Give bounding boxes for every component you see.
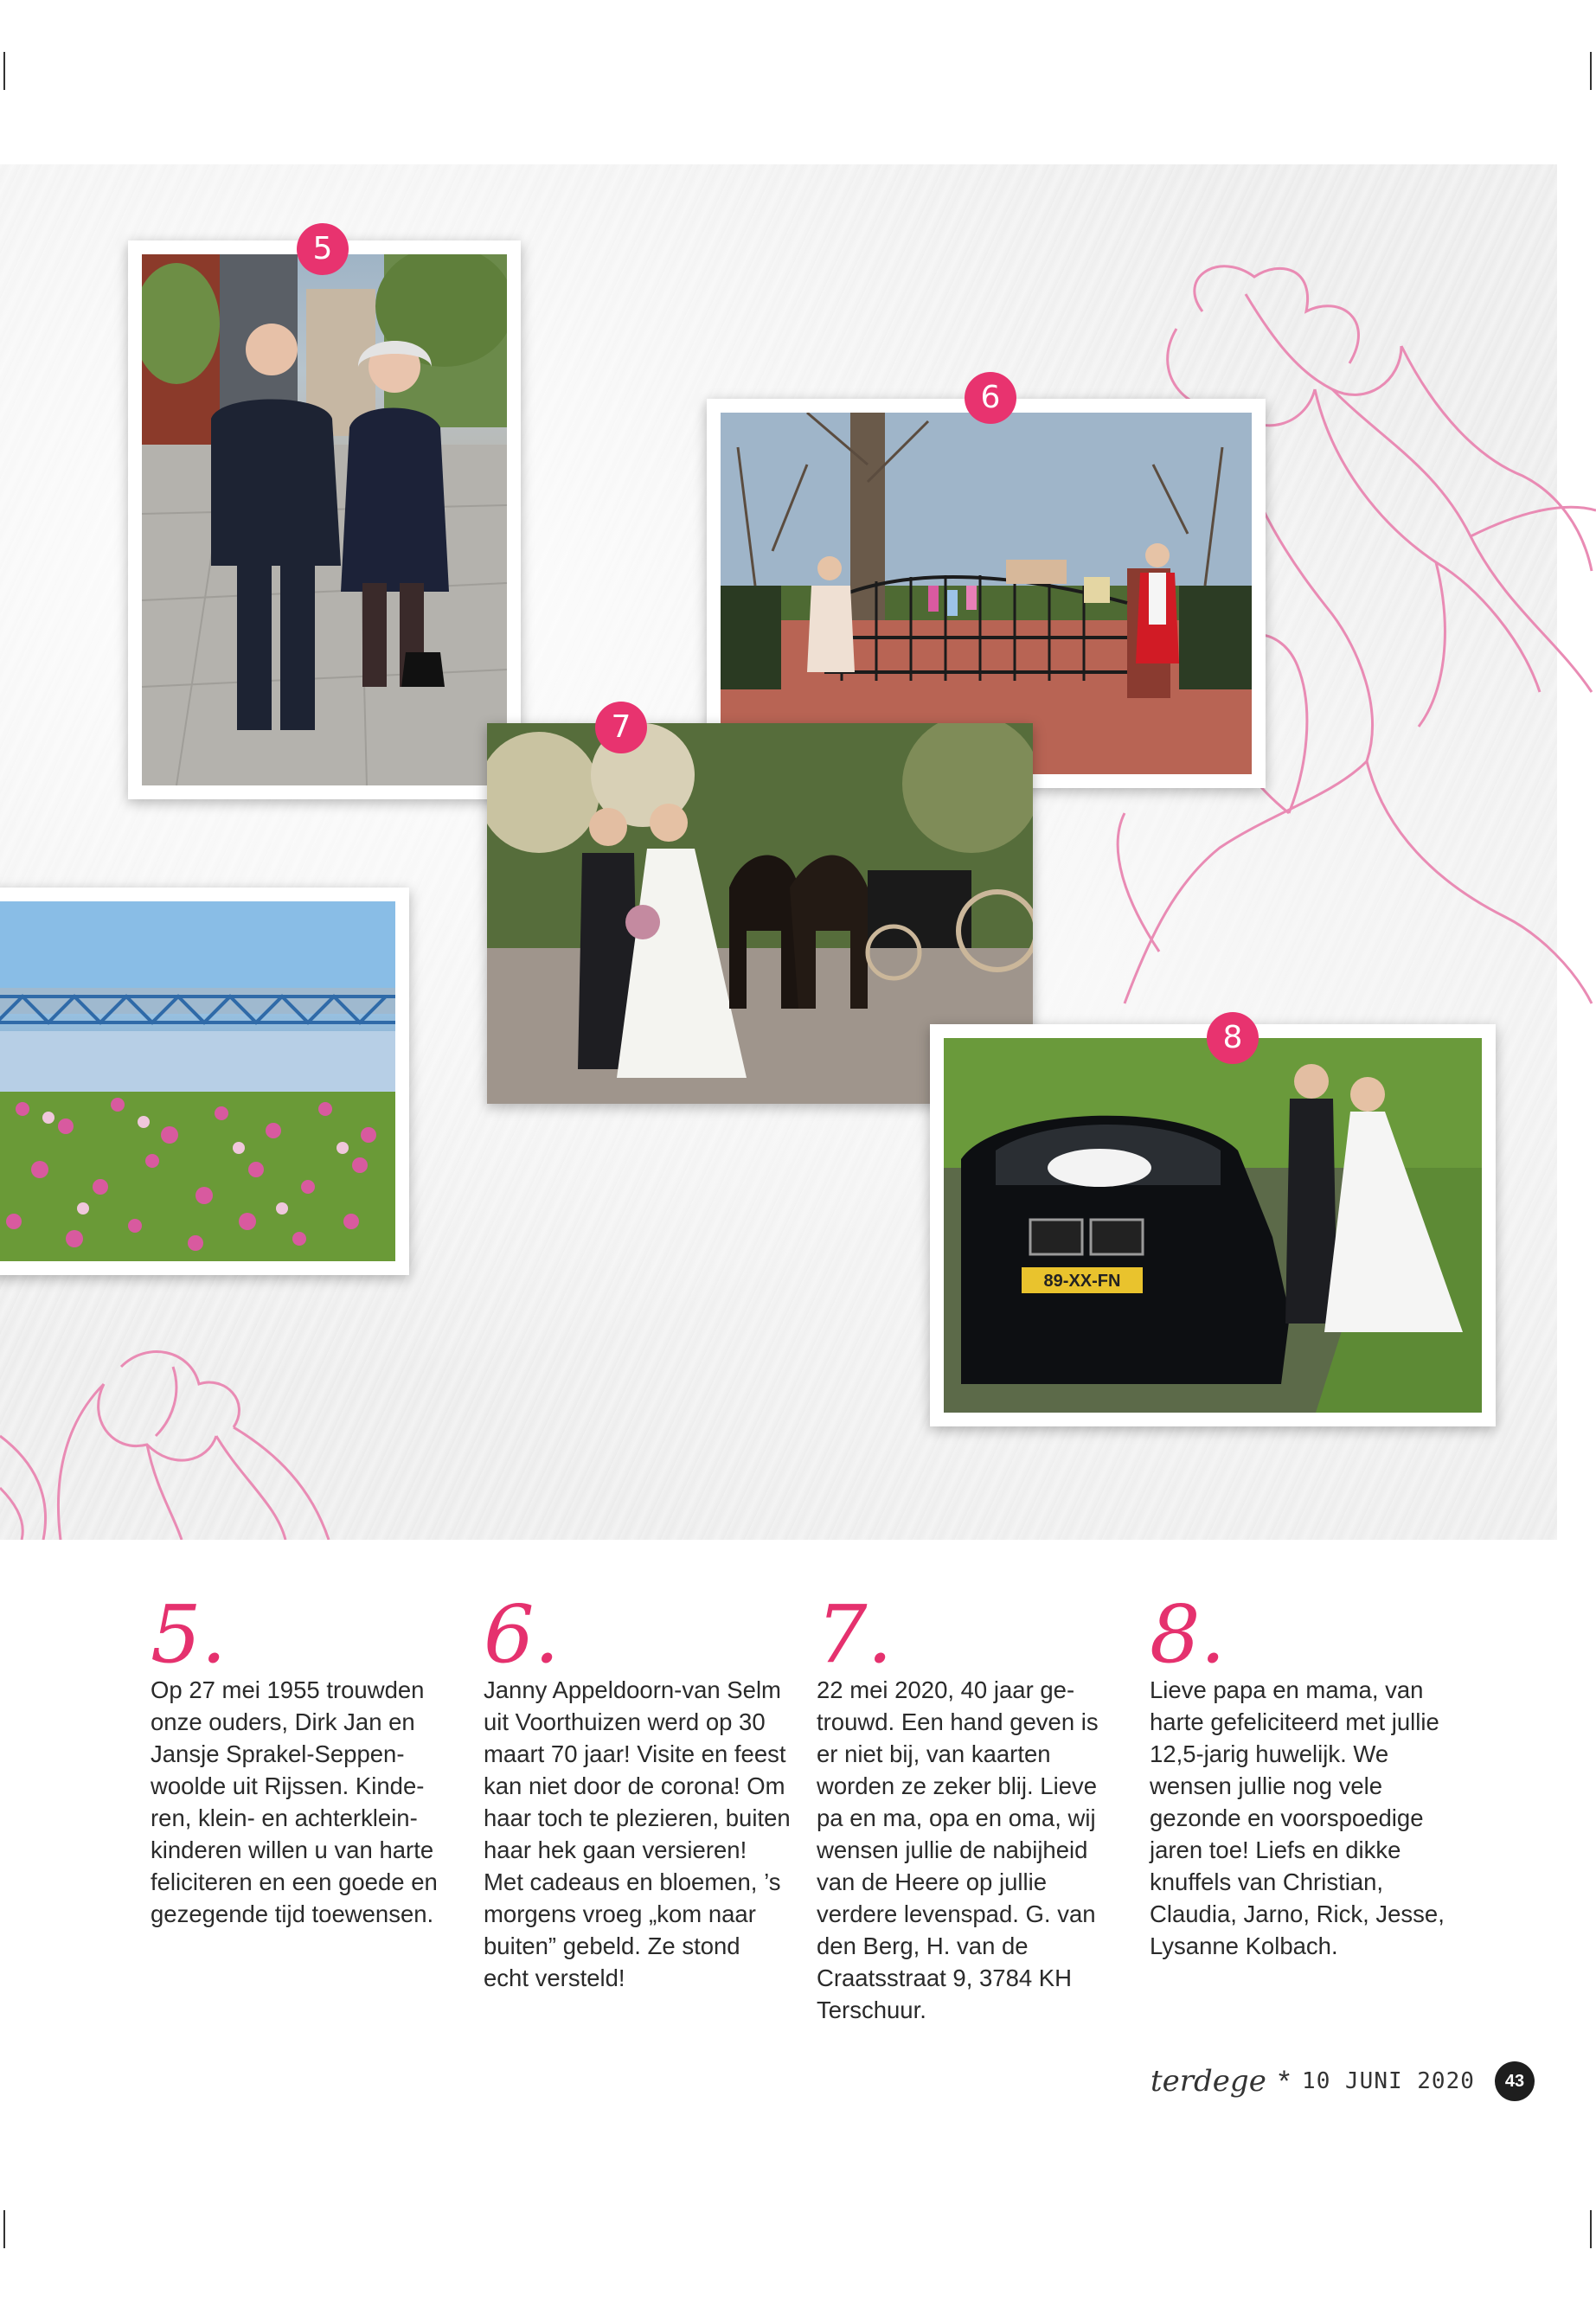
column-5 <box>151 1588 458 1930</box>
footer <box>1151 2061 1475 2102</box>
star-separator-icon: * <box>1278 2064 1291 2098</box>
issue-date: 10 JUNI 2020 <box>1302 2068 1475 2094</box>
brand-logo: terdege <box>1151 2064 1266 2099</box>
column-text-8: Lieve papa en mama, van harte gefeliciteerd met jullie 12,5-jarig huwelijk. We wensen jullie nog vele gezonde en voorspoedige jaren toe! Liefs en dikke knuffels van Christian, Claudia, Jarno, Rick, Jesse, Lysanne Kolbach. <box>1150 1676 1445 1959</box>
column-text-6: Janny Appeldoorn-van Selm uit Voorthuizen werd op 30 maart 70 jaar! Visite en feest kan niet door de corona! Om haar toch te plezieren, buiten haar hek gaan versieren! Met cadeaus en bloemen, ’s morgens vroeg „kom naar buiten” gebeld. Ze stond echt versteld! <box>484 1676 791 1991</box>
column-text-7: 22 mei 2020, 40 jaar ge-trouwd. Een hand geven is er niet bij, van kaarten worden ze zeker blij. Lieve pa en ma, opa en oma, wij wensen jullie de nabijheid van de Heere op jullie verdere levenspad. G. van den Berg, H. van de Craatsstraat 9, 3784 KH Terschuur. <box>817 1676 1099 2023</box>
column-7 <box>817 1588 1124 2026</box>
photo-5-scene <box>142 254 507 785</box>
column-number-5: 5. <box>151 1588 227 1681</box>
photo-5-couple <box>128 240 521 799</box>
photo-8-scene <box>944 1038 1482 1413</box>
badge-7: 7 <box>595 702 647 753</box>
badge-6: 6 <box>965 372 1016 424</box>
photo-bridge-flowers <box>0 888 409 1275</box>
column-text-5: Op 27 mei 1955 trouwden onze ouders, Dirk Jan en Jansje Sprakel-Seppen-woolde uit Rijssen. Kinde-ren, klein- en achterklein-kinderen willen u van harte feliciteren en een goede en gezegende tijd toewensen. <box>151 1676 438 1927</box>
photo-bridge-scene <box>0 901 395 1261</box>
photo-8-couple-car <box>930 1024 1496 1426</box>
column-number-7: 7. <box>817 1588 893 1681</box>
column-8 <box>1150 1588 1457 1962</box>
crop-mark-bottom-left <box>3 2210 5 2248</box>
badge-8: 8 <box>1207 1012 1259 1064</box>
photo-6-scene <box>721 413 1252 774</box>
page-number: 43 <box>1495 2061 1535 2101</box>
column-number-8: 8. <box>1150 1588 1226 1681</box>
crop-mark-top-left <box>3 52 5 90</box>
crop-mark-top-right <box>1590 52 1592 90</box>
column-6 <box>484 1588 791 1994</box>
column-number-6: 6. <box>484 1588 560 1681</box>
crop-mark-bottom-right <box>1590 2210 1592 2248</box>
badge-5: 5 <box>297 223 349 275</box>
flower-illustration-left <box>0 1332 433 1540</box>
license-plate: 89-XX-FN <box>1043 1272 1121 1291</box>
